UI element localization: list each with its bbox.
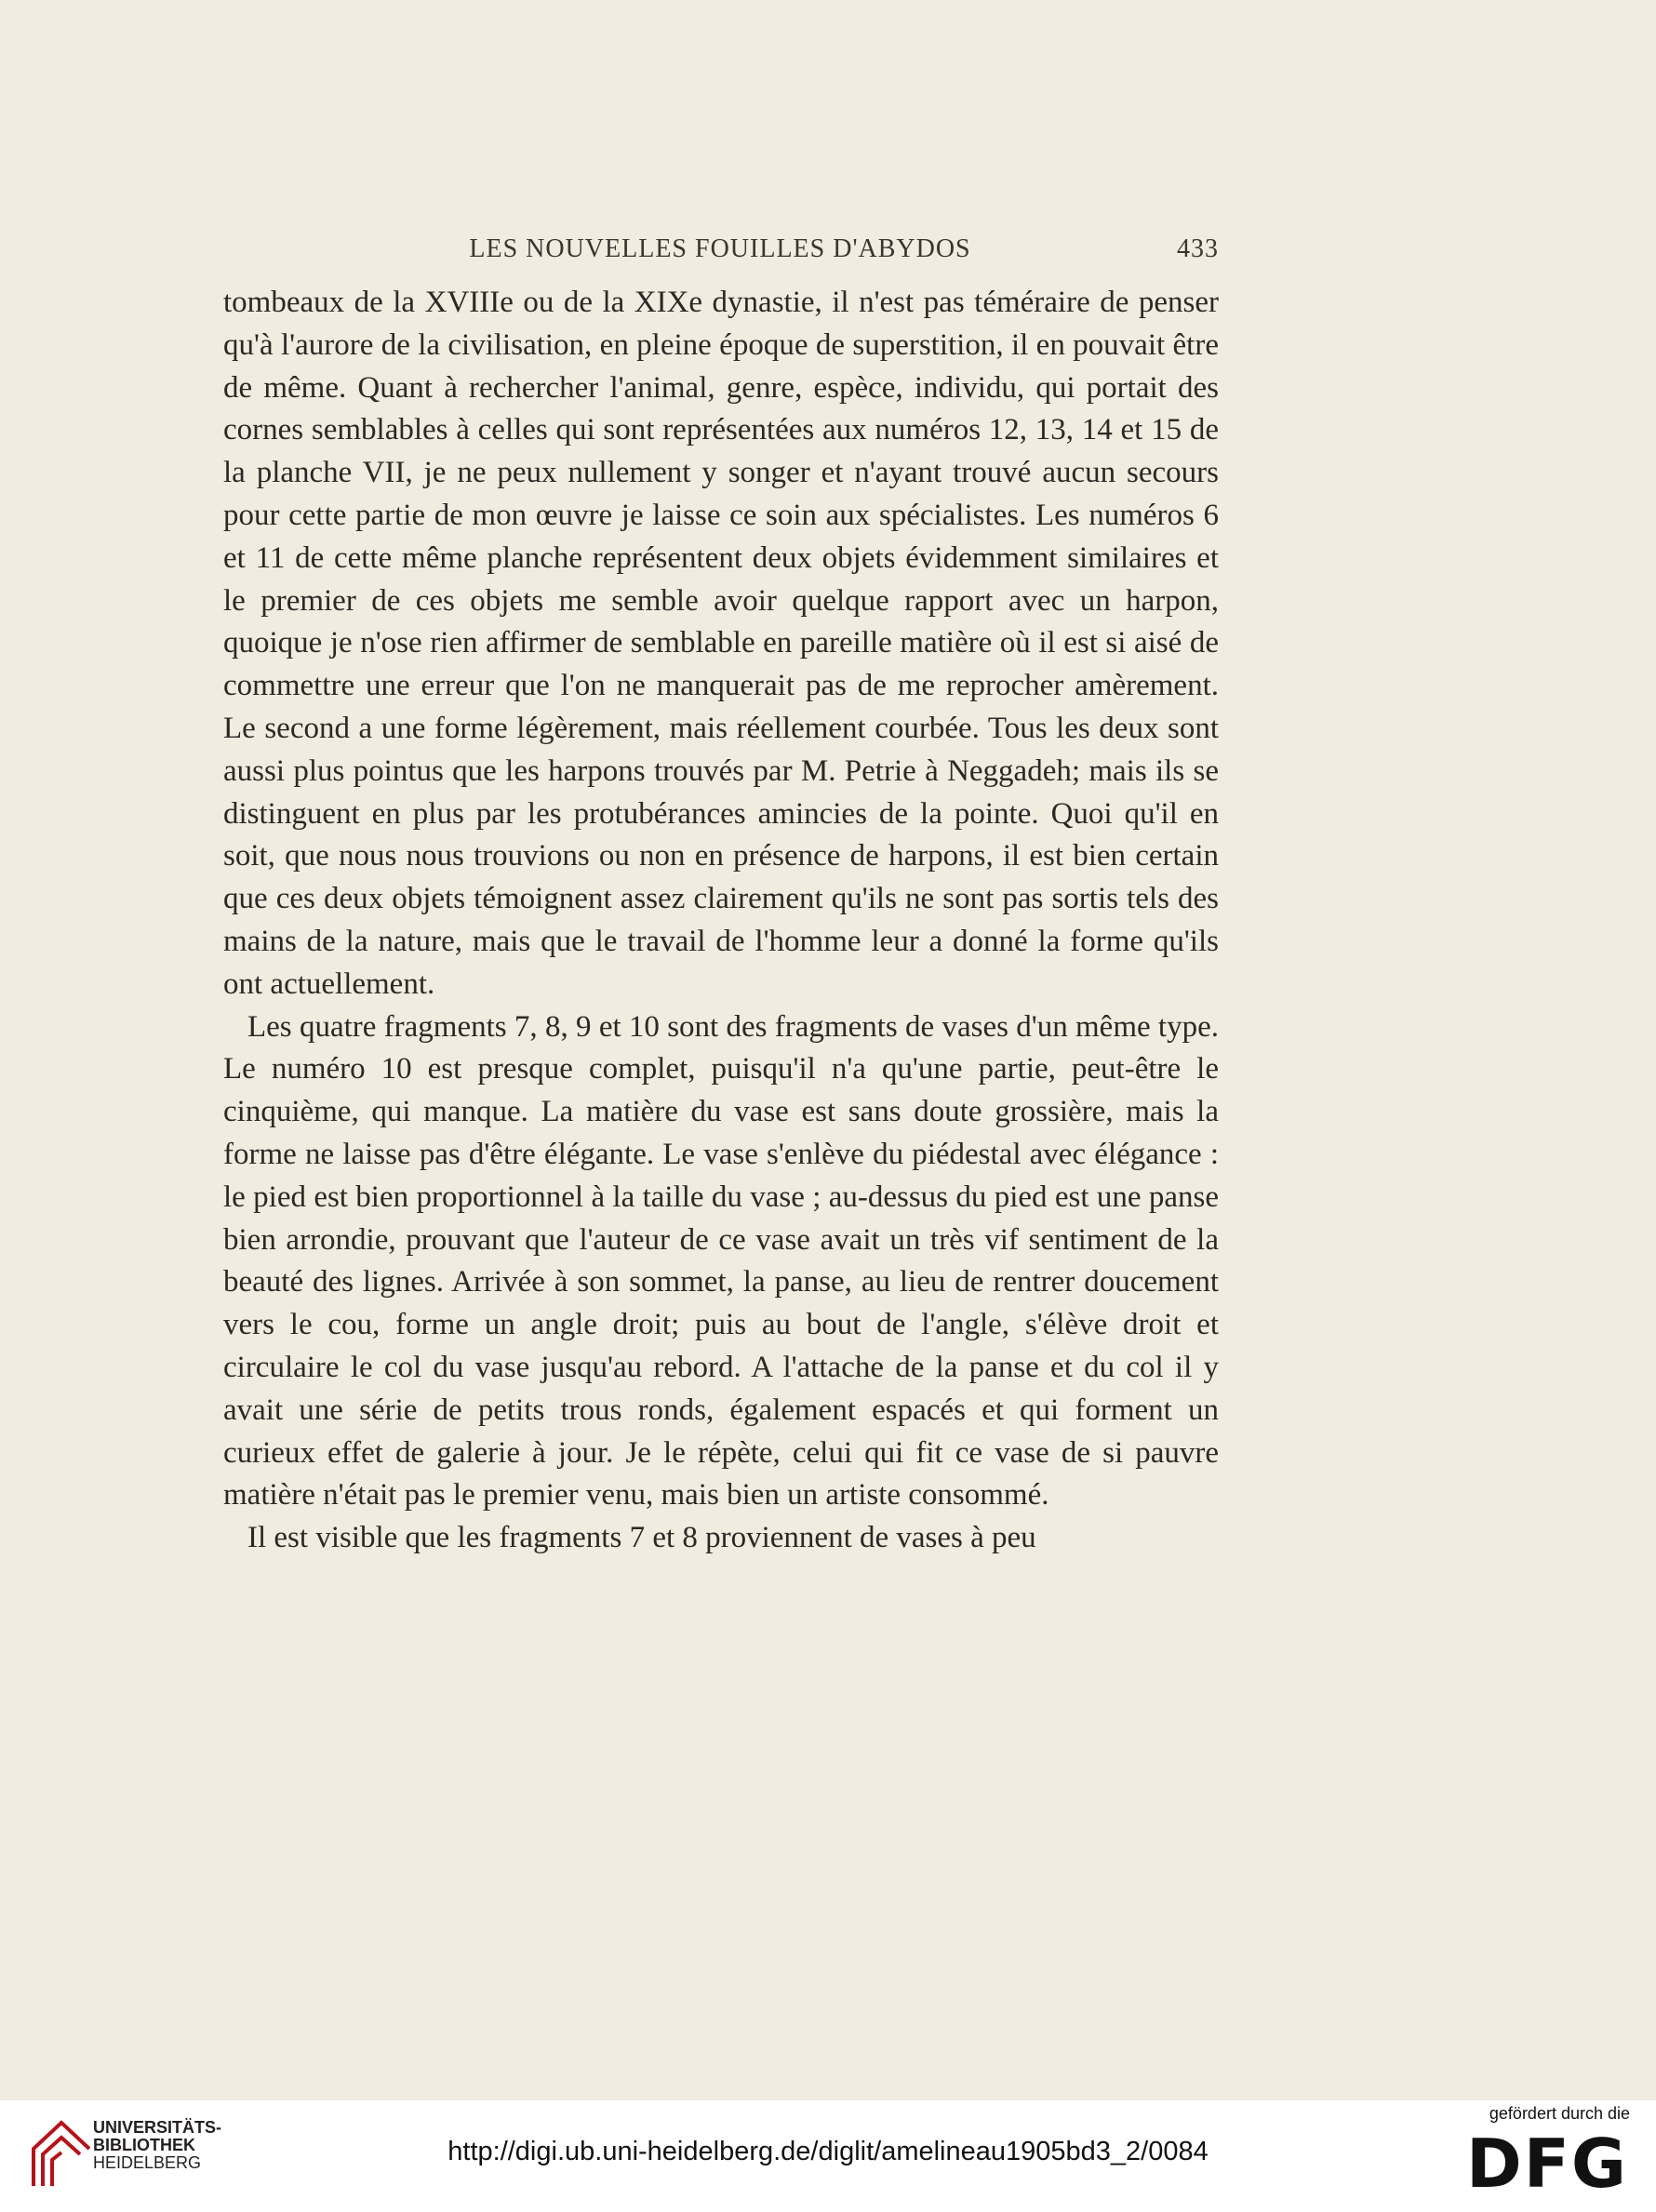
dfg-logo: DFG	[1465, 2125, 1628, 2203]
source-url-link[interactable]: http://digi.ub.uni-heidelberg.de/diglit/amelineau1905bd3_2/0084	[447, 2137, 1209, 2166]
library-line-3: HEIDELBERG	[93, 2153, 202, 2172]
paragraph: Les quatre fragments 7, 8, 9 et 10 sont des fragments de vases d'un même type. Le numéro 10 est presque complet, puisqu'il n'a qu'une partie, peut-être le cinquième, qui manque. La matière du vase est sans doute grossière, mais la forme ne laisse pas d'être élégante. Le vase s'enlève du piédestal avec élégance : le pied est bien proportionnel à la taille du vase ; au-dessus du pied est une panse bien arrondie, prouvant que l'auteur de ce vase avait un très vif sentiment de la beauté des lignes. Arrivée à son sommet, la panse, au lieu de rentrer doucement vers le cou, forme un angle droit; puis au bout de l'angle, s'élève droit et circulaire le col du vase jusqu'au rebord. A l'attache de la panse et du col il y avait une série de petits trous ronds, également espacés et qui forment un curieux effet de galerie à jour. Je le répète, celui qui fit ce vase de si pauvre matière n'était pas le premier venu, mais bien un artiste consommé.	[223, 1009, 1219, 1512]
paragraph: Il est visible que les fragments 7 et 8 proviennent de vases à peu	[247, 1521, 1036, 1555]
library-line-1: UNIVERSITÄTS-	[93, 2118, 222, 2137]
paragraph: tombeaux de la XVIIIe ou de la XIXe dynastie, il n'est pas téméraire de penser qu'à l'aurore de la civilisation, en pleine époque de superstition, il en pouvait être de même. Quant à rechercher l'animal, genre, espèce, individu, qui portait des cornes semblables à celles qui sont représentées aux numéros 12, 13, 14 et 15 de la planche VII, je ne peux nullement y songer et n'ayant trouvé aucun secours pour cette partie de mon œuvre je laisse ce soin aux spécialistes. Les numéros 6 et 11 de cette même planche représentent deux objets évidemment similaires et le premier de ces objets me semble avoir quelque rapport avec un harpon, quoique je n'ose rien affirmer de semblable en pareille matière où il est si aisé de commettre une erreur que l'on ne manquerait pas de me reprocher amèrement. Le second a une forme légèrement, mais réellement courbée. Tous les deux sont aussi plus pointus que les harpons trouvés par M. Petrie à Neggadeh; mais ils se distinguent en plus par les protubérances amincies de la pointe. Quoi qu'il en soit, que nous nous trouvions ou non en présence de harpons, il est bien certain que ces deux objets témoignent assez clairement qu'ils ne sont pas sortis tels des mains de la nature, mais que le travail de l'homme leur a donné la forme qu'ils ont actuellement.	[223, 286, 1219, 1001]
running-title: LES NOUVELLES FOUILLES D'ABYDOS	[469, 234, 971, 263]
body-text	[223, 282, 1219, 1560]
library-line-2: BIBLIOTHEK	[93, 2136, 195, 2154]
running-head	[221, 234, 1219, 272]
page-number: 433	[1177, 234, 1219, 263]
funder-caption: gefördert durch die	[1489, 2104, 1630, 2123]
